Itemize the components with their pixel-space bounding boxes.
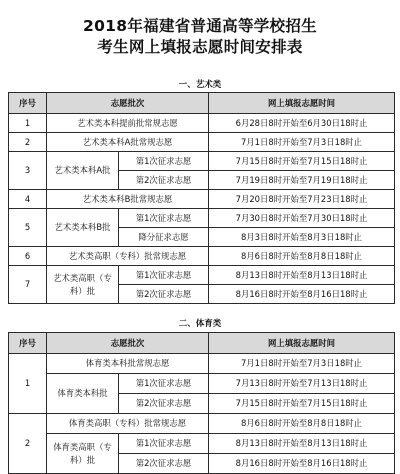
- row-batch: 体育类高职（专科）批: [47, 434, 119, 474]
- header-seq: 序号: [9, 93, 47, 114]
- row-seq: 1: [9, 114, 47, 133]
- header-seq: 序号: [9, 333, 47, 354]
- row-time: 7月15日8时开始至7月15日18时止: [209, 394, 395, 414]
- row-time: 8月6日8时开始至8月8日18时止: [209, 247, 395, 266]
- row-seq: 3: [9, 152, 47, 190]
- sports-schedule-table: [8, 332, 395, 474]
- table-row: [9, 354, 395, 374]
- row-batch: 艺术类本科A批常规志愿: [47, 133, 209, 152]
- row-time: 7月1日8时开始至7月3日18时止: [209, 133, 395, 152]
- row-batch: 艺术类高职（专科）批: [47, 266, 119, 304]
- row-time: 8月6日8时开始至8月8日18时止: [209, 414, 395, 434]
- row-time: 8月3日8时开始至8月3日18时止: [209, 228, 395, 247]
- row-batch: 艺术类本科提前批常规志愿: [47, 114, 209, 133]
- section-title-sports: 二、体育类: [178, 319, 222, 329]
- arts-schedule-table: [8, 92, 395, 304]
- row-time: 7月30日8时开始至7月30日18时止: [209, 209, 395, 228]
- row-time: 7月13日8时开始至7月13日18时止: [209, 374, 395, 394]
- row-time: 7月20日8时开始至7月23日18时止: [209, 190, 395, 209]
- table-row: [9, 133, 395, 152]
- row-seq: 4: [9, 190, 47, 209]
- header-time: 网上填报志愿时间: [209, 93, 395, 114]
- table-row: [9, 190, 395, 209]
- row-seq: 5: [9, 209, 47, 247]
- table-row: [9, 414, 395, 434]
- row-seq: 1: [9, 354, 47, 414]
- table-row: [9, 374, 395, 394]
- row-batch: 艺术类本科A批: [47, 152, 119, 190]
- row-time: 7月1日8时开始至7月3日18时止: [209, 354, 395, 374]
- row-sub-batch: 第2次征求志愿: [119, 394, 209, 414]
- header-batch: 志愿批次: [47, 333, 209, 354]
- row-batch: 艺术类本科B批: [47, 209, 119, 247]
- row-sub-batch: 第1次征求志愿: [119, 266, 209, 285]
- table-row: [9, 114, 395, 133]
- table-header-row: [9, 93, 395, 114]
- row-time: 6月28日8时开始至6月30日18时止: [209, 114, 395, 133]
- table-row: [9, 152, 395, 171]
- row-time: 8月16日8时开始至8月16日18时止: [209, 454, 395, 474]
- row-seq: 7: [9, 266, 47, 304]
- row-sub-batch: 降分征求志愿: [119, 228, 209, 247]
- page-title-line2: 考生网上填报志愿时间安排表: [97, 38, 303, 56]
- row-time: 7月19日8时开始至7月19日18时止: [209, 171, 395, 190]
- row-batch: 艺术类本科B批常规志愿: [47, 190, 209, 209]
- row-batch: 艺术类高职（专科）批常规志愿: [47, 247, 209, 266]
- row-time: 8月13日8时开始至8月13日18时止: [209, 434, 395, 454]
- header-time: 网上填报志愿时间: [209, 333, 395, 354]
- row-batch: 体育类本科批: [47, 374, 119, 414]
- row-time: 8月16日8时开始至8月16日18时止: [209, 285, 395, 304]
- row-time: 8月13日8时开始至8月13日18时止: [209, 266, 395, 285]
- row-sub-batch: 第1次征求志愿: [119, 434, 209, 454]
- page-title-line1: 2018年福建省普通高等学校招生: [83, 17, 317, 35]
- row-sub-batch: 第2次征求志愿: [119, 285, 209, 304]
- table-row: [9, 434, 395, 454]
- row-sub-batch: 第2次征求志愿: [119, 454, 209, 474]
- section-title-arts: 一、艺术类: [178, 80, 222, 90]
- header-batch: 志愿批次: [47, 93, 209, 114]
- row-sub-batch: 第2次征求志愿: [119, 171, 209, 190]
- row-seq: 6: [9, 247, 47, 266]
- table-header-row: [9, 333, 395, 354]
- row-sub-batch: 第1次征求志愿: [119, 152, 209, 171]
- row-seq: 2: [9, 414, 47, 474]
- table-row: [9, 209, 395, 228]
- row-seq: 2: [9, 133, 47, 152]
- table-row: [9, 266, 395, 285]
- row-sub-batch: 第1次征求志愿: [119, 209, 209, 228]
- table-row: [9, 247, 395, 266]
- row-batch: 体育类本科批常规志愿: [47, 354, 209, 374]
- row-batch: 体育类高职（专科）批常规志愿: [47, 414, 209, 434]
- row-time: 7月15日8时开始至7月15日18时止: [209, 152, 395, 171]
- row-sub-batch: 第1次征求志愿: [119, 374, 209, 394]
